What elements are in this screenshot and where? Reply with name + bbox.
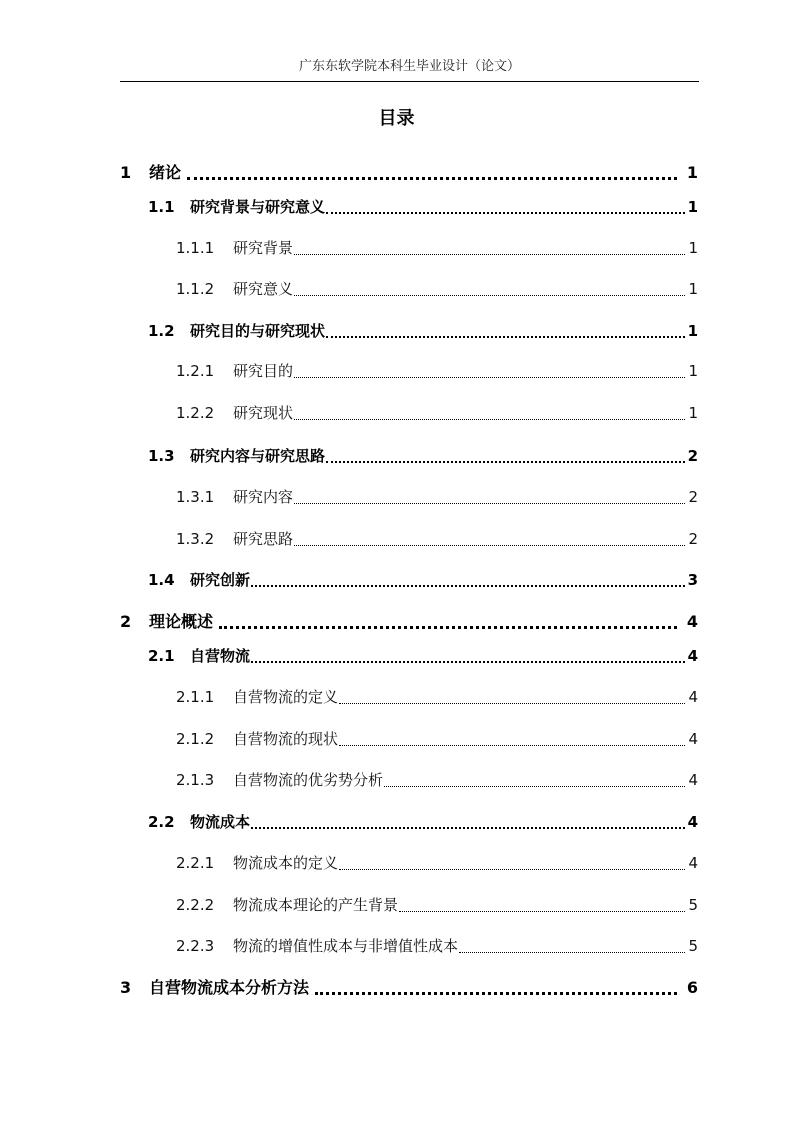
toc-entry-number: 1.3.2 [176, 530, 215, 548]
toc-entry[interactable] [120, 975, 698, 998]
toc-entry-number: 1.3 [148, 447, 175, 465]
toc-entry-number: 2.2.2 [176, 896, 215, 914]
dot-leader [294, 287, 685, 296]
dot-leader [326, 453, 685, 463]
dot-leader [294, 246, 685, 255]
toc-entry-page: 4 [688, 730, 698, 748]
toc-entry-page: 5 [688, 937, 698, 955]
toc-entry-number: 2.1.1 [176, 688, 215, 706]
dot-leader [384, 778, 685, 787]
toc-entry-label: 理论概述 [149, 612, 214, 631]
toc-entry[interactable] [176, 852, 698, 873]
toc-entry-number: 2.1.3 [176, 771, 215, 789]
dot-leader [294, 369, 685, 378]
toc-entry-label: 物流成本理论的产生背景 [233, 896, 399, 914]
toc-entry[interactable] [176, 237, 698, 258]
toc-entry-label: 研究现状 [233, 404, 294, 422]
toc-entry-label: 自营物流 [190, 647, 251, 665]
toc-entry-number: 1 [120, 163, 132, 182]
toc-entry-number: 1.1.2 [176, 280, 215, 298]
dot-leader [294, 495, 685, 504]
toc-entry-page: 4 [688, 771, 698, 789]
dot-leader [339, 737, 685, 746]
toc-entry-page: 3 [687, 571, 698, 589]
toc-entry[interactable] [176, 360, 698, 381]
toc-entry-page: 4 [688, 854, 698, 872]
toc-entry-page: 4 [687, 647, 698, 665]
toc-entry-label: 自营物流的定义 [233, 688, 339, 706]
toc-entry-label: 物流成本 [190, 813, 251, 831]
dot-leader [251, 819, 685, 829]
toc-entry[interactable] [120, 160, 698, 183]
toc-entry[interactable] [176, 528, 698, 549]
toc-title: 目录 [378, 108, 415, 129]
toc-entry-page: 1 [688, 404, 698, 422]
toc-entry-label: 研究意义 [233, 280, 294, 298]
toc-entry-number: 2.1 [148, 647, 175, 665]
dot-leader [187, 167, 677, 180]
toc-entry-number: 1.2 [148, 322, 175, 340]
toc-entry-label: 研究目的 [233, 362, 294, 380]
toc-entry-number: 3 [120, 978, 132, 997]
dot-leader [339, 861, 685, 870]
toc-entry-label: 研究内容 [233, 488, 294, 506]
toc-entry-number: 1.1 [148, 198, 175, 216]
dot-leader [326, 328, 685, 338]
toc-entry[interactable] [176, 935, 698, 956]
toc-entry-label: 研究创新 [190, 571, 251, 589]
dot-leader [399, 903, 685, 912]
toc-entry-number: 2.2.1 [176, 854, 215, 872]
toc-entry[interactable] [148, 445, 698, 466]
toc-entry-page: 1 [688, 239, 698, 257]
dot-leader [294, 411, 685, 420]
dot-leader [326, 204, 685, 214]
toc-entry-label: 研究目的与研究现状 [190, 322, 326, 340]
toc-entry-page: 2 [688, 488, 698, 506]
toc-entry-label: 自营物流的优劣势分析 [233, 771, 384, 789]
toc-entry-page: 1 [687, 198, 698, 216]
dot-leader [251, 653, 685, 663]
toc-entry[interactable] [176, 894, 698, 915]
toc-entry[interactable] [148, 320, 698, 341]
toc-entry-label: 物流成本的定义 [233, 854, 339, 872]
toc-entry-page: 4 [687, 813, 698, 831]
toc-entry-number: 1.2.2 [176, 404, 215, 422]
dot-leader [219, 616, 677, 629]
toc-entry-number: 1.1.1 [176, 239, 215, 257]
toc-entry-label: 研究思路 [233, 530, 294, 548]
toc-entry-page: 4 [686, 612, 698, 631]
toc-entry[interactable] [176, 686, 698, 707]
dot-leader [339, 695, 685, 704]
toc-entry-label: 物流的增值性成本与非增值性成本 [233, 937, 459, 955]
toc-entry-label: 自营物流的现状 [233, 730, 339, 748]
toc-entry-label: 研究背景与研究意义 [190, 198, 326, 216]
toc-entry[interactable] [176, 402, 698, 423]
toc-entry[interactable] [176, 769, 698, 790]
dot-leader [251, 577, 685, 587]
toc-entry-number: 2.2 [148, 813, 175, 831]
toc-entry-page: 1 [688, 362, 698, 380]
toc-entry[interactable] [176, 486, 698, 507]
toc-entry-page: 1 [688, 280, 698, 298]
toc-entry-page: 6 [686, 978, 698, 997]
dot-leader [315, 982, 677, 995]
toc-entry[interactable] [148, 645, 698, 666]
toc-entry[interactable] [148, 569, 698, 590]
toc-entry[interactable] [148, 196, 698, 217]
toc-entry-label: 研究内容与研究思路 [190, 447, 326, 465]
toc-entry-number: 2 [120, 612, 132, 631]
toc-entry-page: 1 [687, 322, 698, 340]
toc-entry-label: 自营物流成本分析方法 [149, 978, 310, 997]
toc-entry-label: 研究背景 [233, 239, 294, 257]
dot-leader [459, 944, 685, 953]
toc-entry-label: 绪论 [149, 163, 182, 182]
toc-entry[interactable] [176, 728, 698, 749]
toc-entry-page: 2 [687, 447, 698, 465]
toc-entry[interactable] [176, 278, 698, 299]
toc-entry-number: 2.1.2 [176, 730, 215, 748]
toc-entry[interactable] [120, 609, 698, 632]
toc-entry[interactable] [148, 811, 698, 832]
toc-entry-number: 1.2.1 [176, 362, 215, 380]
toc-entry-page: 2 [688, 530, 698, 548]
page-header: 广东东软学院本科生毕业设计（论文） [120, 55, 699, 82]
dot-leader [294, 537, 685, 546]
toc-entry-page: 1 [686, 163, 698, 182]
toc-entry-page: 4 [688, 688, 698, 706]
toc-entry-number: 1.3.1 [176, 488, 215, 506]
toc-entry-number: 2.2.3 [176, 937, 215, 955]
toc-entry-page: 5 [688, 896, 698, 914]
toc-entry-number: 1.4 [148, 571, 175, 589]
